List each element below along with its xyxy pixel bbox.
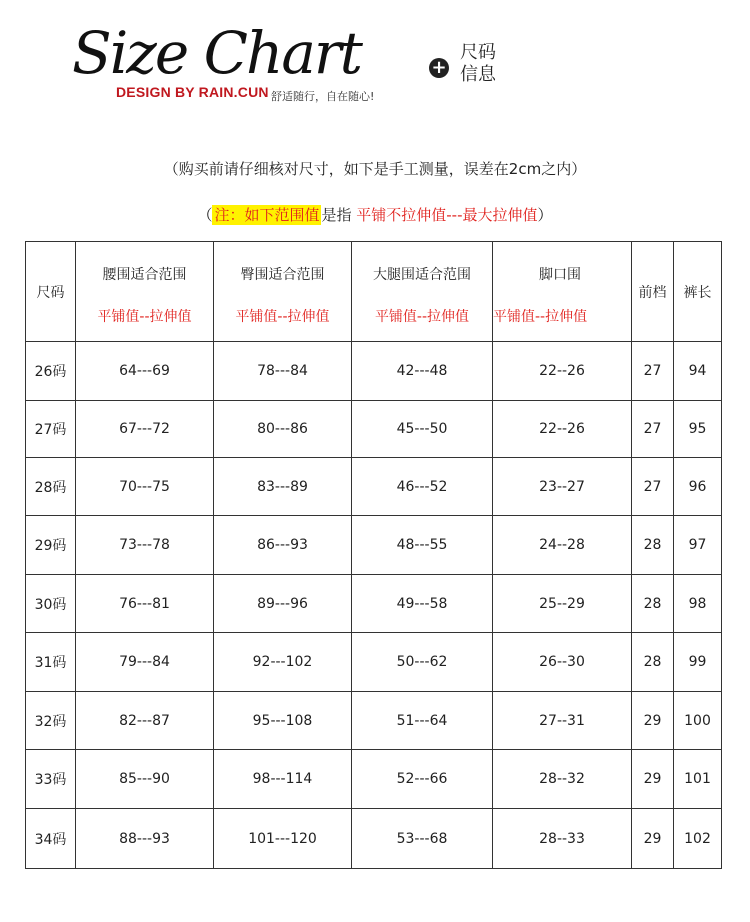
size-label: 31码 xyxy=(26,633,76,692)
range-note-close: ） xyxy=(537,206,553,224)
table-cell: 97 xyxy=(674,516,722,575)
table-cell: 52---66 xyxy=(352,750,493,809)
table-cell: 64---69 xyxy=(76,342,214,401)
column-header xyxy=(76,242,214,342)
table-cell: 29 xyxy=(632,809,674,869)
column-header-sublabel: 平铺值--拉伸值 xyxy=(374,309,470,325)
table-cell: 85---90 xyxy=(76,750,214,809)
table-cell: 76---81 xyxy=(76,575,214,633)
table-cell: 92---102 xyxy=(214,633,352,692)
range-note xyxy=(0,204,750,225)
table-cell: 98 xyxy=(674,575,722,633)
column-header-label: 大腿围适合范围 xyxy=(373,267,471,283)
table-cell: 26--30 xyxy=(493,633,632,692)
table-cell: 28 xyxy=(632,516,674,575)
size-label: 28码 xyxy=(26,458,76,516)
table-row xyxy=(26,458,722,516)
range-note-mid: 是指 xyxy=(321,206,357,224)
table-cell: 102 xyxy=(674,809,722,869)
column-header-label: 前档 xyxy=(638,284,667,301)
column-header xyxy=(352,242,493,342)
size-label: 30码 xyxy=(26,575,76,633)
table-cell: 24--28 xyxy=(493,516,632,575)
table-row xyxy=(26,692,722,750)
table-cell: 67---72 xyxy=(76,401,214,458)
column-header xyxy=(493,242,632,342)
table-cell: 28--32 xyxy=(493,750,632,809)
table-cell: 27 xyxy=(632,401,674,458)
table-cell: 29 xyxy=(632,692,674,750)
table-cell: 25--29 xyxy=(493,575,632,633)
size-label: 32码 xyxy=(26,692,76,750)
table-cell: 83---89 xyxy=(214,458,352,516)
table-cell: 46---52 xyxy=(352,458,493,516)
table-row xyxy=(26,809,722,869)
column-header-sublabel: 平铺值--拉伸值 xyxy=(97,309,192,325)
table-cell: 22--26 xyxy=(493,342,632,401)
logo-title: Size Chart xyxy=(72,19,361,87)
column-header xyxy=(26,242,76,342)
column-header-label: 脚口围 xyxy=(539,267,581,283)
table-row xyxy=(26,750,722,809)
table-cell: 22--26 xyxy=(493,401,632,458)
table-cell: 95 xyxy=(674,401,722,458)
table-cell: 53---68 xyxy=(352,809,493,869)
size-label: 33码 xyxy=(26,750,76,809)
column-header-sublabel: 平铺值--拉伸值 xyxy=(235,309,330,325)
table-row xyxy=(26,633,722,692)
table-cell: 51---64 xyxy=(352,692,493,750)
size-label: 34码 xyxy=(26,809,76,869)
table-cell: 48---55 xyxy=(352,516,493,575)
table-cell: 89---96 xyxy=(214,575,352,633)
table-cell: 28 xyxy=(632,575,674,633)
table-cell: 27--31 xyxy=(493,692,632,750)
measurement-note: （购买前请仔细核对尺寸，如下是手工测量，误差在2cm之内） xyxy=(163,160,587,178)
size-label: 26码 xyxy=(26,342,76,401)
table-cell: 23--27 xyxy=(493,458,632,516)
table-cell: 27 xyxy=(632,342,674,401)
table-cell: 78---84 xyxy=(214,342,352,401)
table-cell: 101---120 xyxy=(214,809,352,869)
size-table xyxy=(25,241,722,869)
table-cell: 88---93 xyxy=(76,809,214,869)
table-cell: 45---50 xyxy=(352,401,493,458)
logo-subtitle: DESIGN BY RAIN.CUN xyxy=(116,84,269,100)
column-header-label: 尺码 xyxy=(36,284,65,301)
table-cell: 82---87 xyxy=(76,692,214,750)
table-cell: 79---84 xyxy=(76,633,214,692)
table-row xyxy=(26,342,722,401)
table-cell: 28--33 xyxy=(493,809,632,869)
table-cell: 70---75 xyxy=(76,458,214,516)
range-note-open: （ xyxy=(197,206,213,224)
slogan: 舒适随行，自在随心! xyxy=(271,90,375,103)
column-header-label: 腰围适合范围 xyxy=(102,267,187,283)
column-header xyxy=(214,242,352,342)
column-header xyxy=(674,242,722,342)
table-cell: 50---62 xyxy=(352,633,493,692)
table-cell: 28 xyxy=(632,633,674,692)
table-cell: 80---86 xyxy=(214,401,352,458)
column-header-sublabel: 平铺值--拉伸值 xyxy=(493,309,588,325)
table-cell: 49---58 xyxy=(352,575,493,633)
table-cell: 29 xyxy=(632,750,674,809)
table-cell: 95---108 xyxy=(214,692,352,750)
column-header-label: 臀围适合范围 xyxy=(240,267,325,283)
table-cell: 94 xyxy=(674,342,722,401)
table-cell: 42---48 xyxy=(352,342,493,401)
table-row xyxy=(26,401,722,458)
table-cell: 99 xyxy=(674,633,722,692)
table-row xyxy=(26,516,722,575)
table-cell: 73---78 xyxy=(76,516,214,575)
plus-icon: + xyxy=(429,58,449,78)
table-cell: 98---114 xyxy=(214,750,352,809)
size-label: 29码 xyxy=(26,516,76,575)
table-cell: 86---93 xyxy=(214,516,352,575)
table-row xyxy=(26,575,722,633)
column-header xyxy=(632,242,674,342)
table-cell: 96 xyxy=(674,458,722,516)
table-cell: 101 xyxy=(674,750,722,809)
size-info-label: 尺码信息 xyxy=(460,42,496,85)
table-cell: 27 xyxy=(632,458,674,516)
range-note-highlight: 注：如下范围值 xyxy=(214,206,320,224)
range-note-red: 平铺不拉伸值---最大拉伸值 xyxy=(356,206,538,224)
table-header-row xyxy=(26,242,722,342)
column-header-label: 裤长 xyxy=(683,284,712,301)
table-cell: 100 xyxy=(674,692,722,750)
size-label: 27码 xyxy=(26,401,76,458)
